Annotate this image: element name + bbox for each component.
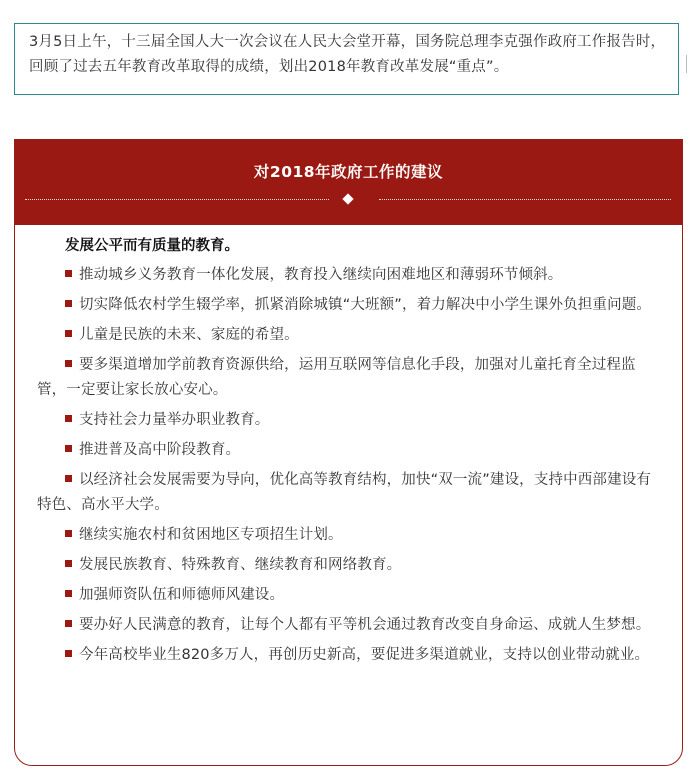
divider-right xyxy=(379,199,671,200)
square-bullet-icon xyxy=(65,330,72,337)
list-item-text: 推动城乡义务教育一体化发展，教育投入继续向困难地区和薄弱环节倾斜。 xyxy=(79,267,563,283)
list-item-text: 儿童是民族的未来、家庭的希望。 xyxy=(79,327,299,343)
square-bullet-icon xyxy=(65,360,72,367)
list-item xyxy=(37,323,652,348)
intro-text: 3月5日上午，十三届全国人大一次会议在人民大会堂开幕，国务院总理李克强作政府工作报告时，回顾了过去五年教育改革取得的成绩，划出2018年教育改革发展“重点”。 xyxy=(29,34,666,75)
square-bullet-icon xyxy=(65,270,72,277)
list-item-text: 以经济社会发展需要为导向，优化高等教育结构，加快“双一流”建设，支持中西部建设有特色、高水平大学。 xyxy=(37,472,652,513)
card-header xyxy=(15,140,682,225)
list-item-text: 推进普及高中阶段教育。 xyxy=(79,442,241,458)
list-item-text: 要办好人民满意的教育，让每个人都有平等机会通过教育改变自身命运、成就人生梦想。 xyxy=(79,617,651,633)
intro-box xyxy=(14,23,679,95)
list-item xyxy=(37,523,652,548)
list-item xyxy=(37,553,652,578)
card-title: 对2018年政府工作的建议 xyxy=(253,163,444,181)
list-item xyxy=(37,613,652,638)
proposal-card xyxy=(14,139,683,766)
list-item-text: 支持社会力量举办职业教育。 xyxy=(79,412,270,428)
square-bullet-icon xyxy=(65,415,72,422)
list-item xyxy=(37,293,652,318)
list-item xyxy=(37,468,652,518)
divider-left xyxy=(25,199,329,200)
square-bullet-icon xyxy=(65,475,72,482)
list-item xyxy=(37,353,652,403)
list-item-text: 继续实施农村和贫困地区专项招生计划。 xyxy=(79,527,343,543)
list-item xyxy=(37,408,652,433)
square-bullet-icon xyxy=(65,590,72,597)
square-bullet-icon xyxy=(65,620,72,627)
list-item xyxy=(37,263,652,288)
list-item-text: 要多渠道增加学前教育资源供给，运用互联网等信息化手段，加强对儿童托育全过程监管，一定要让家长放心安心。 xyxy=(37,357,636,398)
square-bullet-icon xyxy=(65,650,72,657)
list-item-text: 发展民族教育、特殊教育、继续教育和网络教育。 xyxy=(79,557,402,573)
list-item xyxy=(37,438,652,463)
list-item xyxy=(37,643,652,668)
section-heading: 发展公平而有质量的教育。 xyxy=(65,238,239,254)
list-item-text: 加强师资队伍和师德师风建设。 xyxy=(79,587,285,603)
square-bullet-icon xyxy=(65,560,72,567)
square-bullet-icon xyxy=(65,445,72,452)
square-bullet-icon xyxy=(65,530,72,537)
diamond-icon xyxy=(342,193,353,204)
square-bullet-icon xyxy=(65,300,72,307)
list-item xyxy=(37,583,652,608)
scroll-edge-mark xyxy=(686,55,692,73)
list-item-text: 切实降低农村学生辍学率，抓紧消除城镇“大班额”，着力解决中小学生课外负担重问题。 xyxy=(79,297,652,313)
list-item-text: 今年高校毕业生820多万人，再创历史新高，要促进多渠道就业，支持以创业带动就业。 xyxy=(79,647,650,663)
card-body xyxy=(15,225,682,673)
